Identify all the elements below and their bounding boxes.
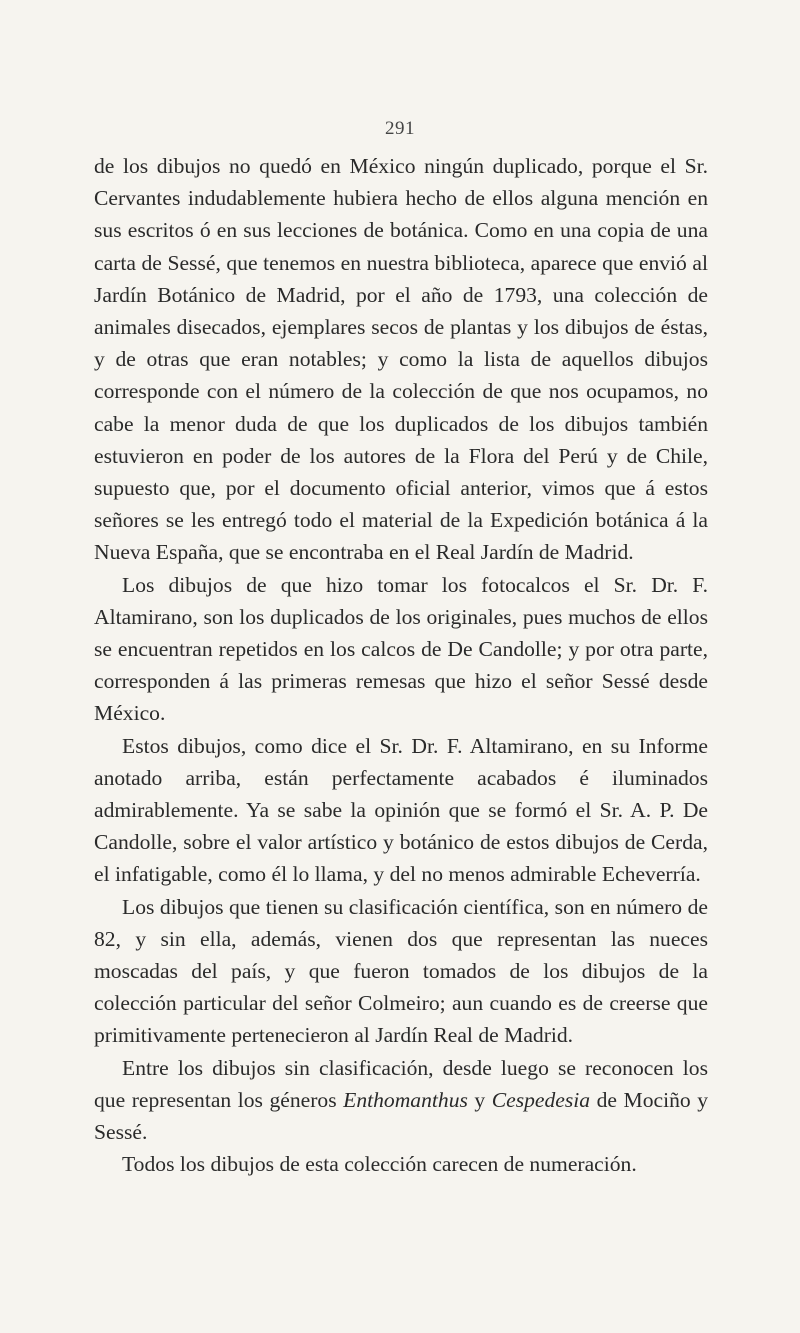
paragraph: Todos los dibujos de esta colección carecen de numeración. [122,1152,637,1177]
genus-name: Cespedesia [491,1087,591,1112]
page-number: 291 [385,118,415,139]
paragraph-text: Entre los dibujos sin clasificación, desde luego se reconocen los que representan los géneros [94,1055,708,1112]
paragraph-text: y [467,1087,492,1112]
paragraph: Los dibujos de que hizo tomar los fotocalcos el Sr. Dr. F. Altamirano, son los duplicados de los originales, pues muchos de ellos se encuentran repetidos en los calcos de De Candolle; y por otra parte, corresponden á las primeras remesas que hizo el señor Sessé desde México. [94,572,708,726]
paragraph: Los dibujos que tienen su clasificación científica, son en número de 82, y sin ella, además, vienen dos que representan las nueces moscadas del país, y que fueron tomados de los dibujos de la colección particular del señor Colmeiro; aun cuando es de creerse que primitivamente pertenecieron al Jardín Real de Madrid. [94,894,708,1048]
paragraph [94,1052,708,1149]
paragraph-text: de Mociño y Sessé. [94,1087,709,1145]
genus-name: Enthomanthus [343,1087,468,1112]
paragraph: de los dibujos no quedó en México ningún duplicado, porque el Sr. Cervantes indudablemente hubiera hecho de ellos alguna mención en sus escritos ó en sus lecciones de botánica. Como en una copia de una carta de Sessé, que tenemos en nuestra biblioteca, aparece que envió al Jardín Botánico de Madrid, por el año de 1793, una colección de animales disecados, ejemplares secos de plantas y los dibujos de éstas, y de otras que eran notables; y como la lista de aquellos dibujos corresponde con el número de la colección de que nos ocupamos, no cabe la menor duda de que los duplicados de los dibujos también estuvieron en poder de los autores de la Flora del Perú y de Chile, supuesto que, por el documento oficial anterior, vimos que á estos señores se les entregó todo el material de la Expedición botánica á la Nueva España, que se encontraba en el Real Jardín de Madrid. [94,154,708,565]
body-text [94,150,708,1181]
paragraph: Estos dibujos, como dice el Sr. Dr. F. Altamirano, en su Informe anotado arriba, están perfectamente acabados é iluminados admirablemente. Ya se sabe la opinión que se formó el Sr. A. P. De Candolle, sobre el valor artístico y botánico de estos dibujos de Cerda, el infatigable, como él lo llama, y del no menos admirable Echeverría. [94,733,708,887]
